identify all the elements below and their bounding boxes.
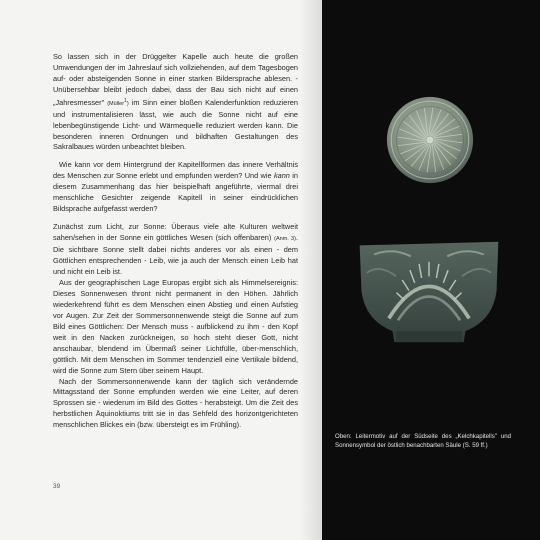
figure-caption: Oben: Leitermotiv auf der Südseite des „Kelchkapitells" und Sonnensymbol der östlich benachbarten Säule (S. 59 ff.) (335, 433, 511, 449)
citation-anm: (Anm. 3) (274, 236, 296, 243)
body-text-column (53, 52, 298, 431)
paragraph-3-part-a: Zunächst zum Licht, zur Sonne: Überaus viele alte Kulturen weltweit sahen/sehen in der Sonne ein göttliches Wesen (sich offenbaren) (53, 222, 298, 243)
paragraph-2-part-a: Wie kann vor dem Hintergrund der Kapitellformen das innere Verhältnis des Menschen zur Sonne erlebt und empfunden werden? Und wie (53, 160, 298, 181)
paragraph-3-part-b: . Die sichtbare Sonne stellt dabei nichts anderes vor als einen - dem Göttlichen entsprechenden - Leib, wie ja auch der Mensch einen Leib hat und nicht ein Leib ist. (53, 233, 298, 276)
citation-mueller: (Müller$^1$) (107, 97, 129, 107)
emphasis-kann: kann (273, 171, 290, 181)
paragraph-1-part-a: So lassen sich in der Drüggelter Kapelle auch heute die großen Umwendungen der im Jahreslauf sich vollziehenden, auf dem Tagesbogen auf- oder absteigenden Sonne in einer starken Bildersprache ablesen. - Unübersehbar bleibt jedoch dabei, dass der Bau sich nicht auf einen „Jahresmesser" (53, 52, 298, 107)
paragraph-1-part-b: im Sinn einer bloßen Kalenderfunktion reduzieren und instrumentalisieren lässt, wie auch die Sonne nicht auf eine lebenbegünstigende Licht- und Wärmequelle reduziert werden kann. Die besonderen inneren Ordnungen und bildhaften Gestaltungen des Sakralbaues würden unbeachtet bleiben. (53, 97, 298, 152)
sun-symbol-disc-photo (386, 96, 474, 184)
paragraph-5: Nach der Sommersonnenwende kann der täglich sich verändernde Mittagsstand der Sonne empfunden werden wie eine Leiter, auf deren Sprossen sie - wiederum im Bild des Gottes - herabsteigt. Um die Zeit des herbstlichen Äquinoktiums tritt sie in das Sehfeld des horizontgerichteten menschlichen Blickes ein (bzw. übersteigt es im Frühling). (53, 376, 298, 430)
paragraph-2 (53, 160, 298, 215)
paragraph-1 (53, 52, 298, 153)
kelchkapitell-photo (356, 235, 502, 347)
spine-shadow (300, 0, 322, 540)
paragraph-2-part-b: in diesem Zusammenhang das hier beispielhaft angeführte, viermal drei menschliche Gesichter zeigende Kapitell in seiner eindrücklichen Bildsprache aufgefasst werden? (53, 171, 299, 214)
paragraph-3 (53, 222, 298, 278)
page-number: 39 (53, 483, 61, 490)
paragraph-4: Aus der geographischen Lage Europas ergibt sich als Himmelsereignis: Dieses Sonnenwesen thront nicht permanent in den Höhen. Jährlich wiederkehrend führt es dem Menschen einen Abstieg und einen Aufstieg vor Augen. Zur Zeit der Sommersonnenwende steigt die Sonne auf zum Bild eines Göttlichen: Der Mensch muss - aufblickend zu ihm - den Kopf weit in den Nacken zurückneigen, so hoch steht dieser Gott, nicht anschaubar, blendend im Übermaß seiner Lichtfülle, über-menschlich, göttlich. Mit dem Menschen im Sommer tendenziell eine Vertikale bildend, wird die Sonne zum Stern über seinem Haupt. (53, 277, 298, 375)
